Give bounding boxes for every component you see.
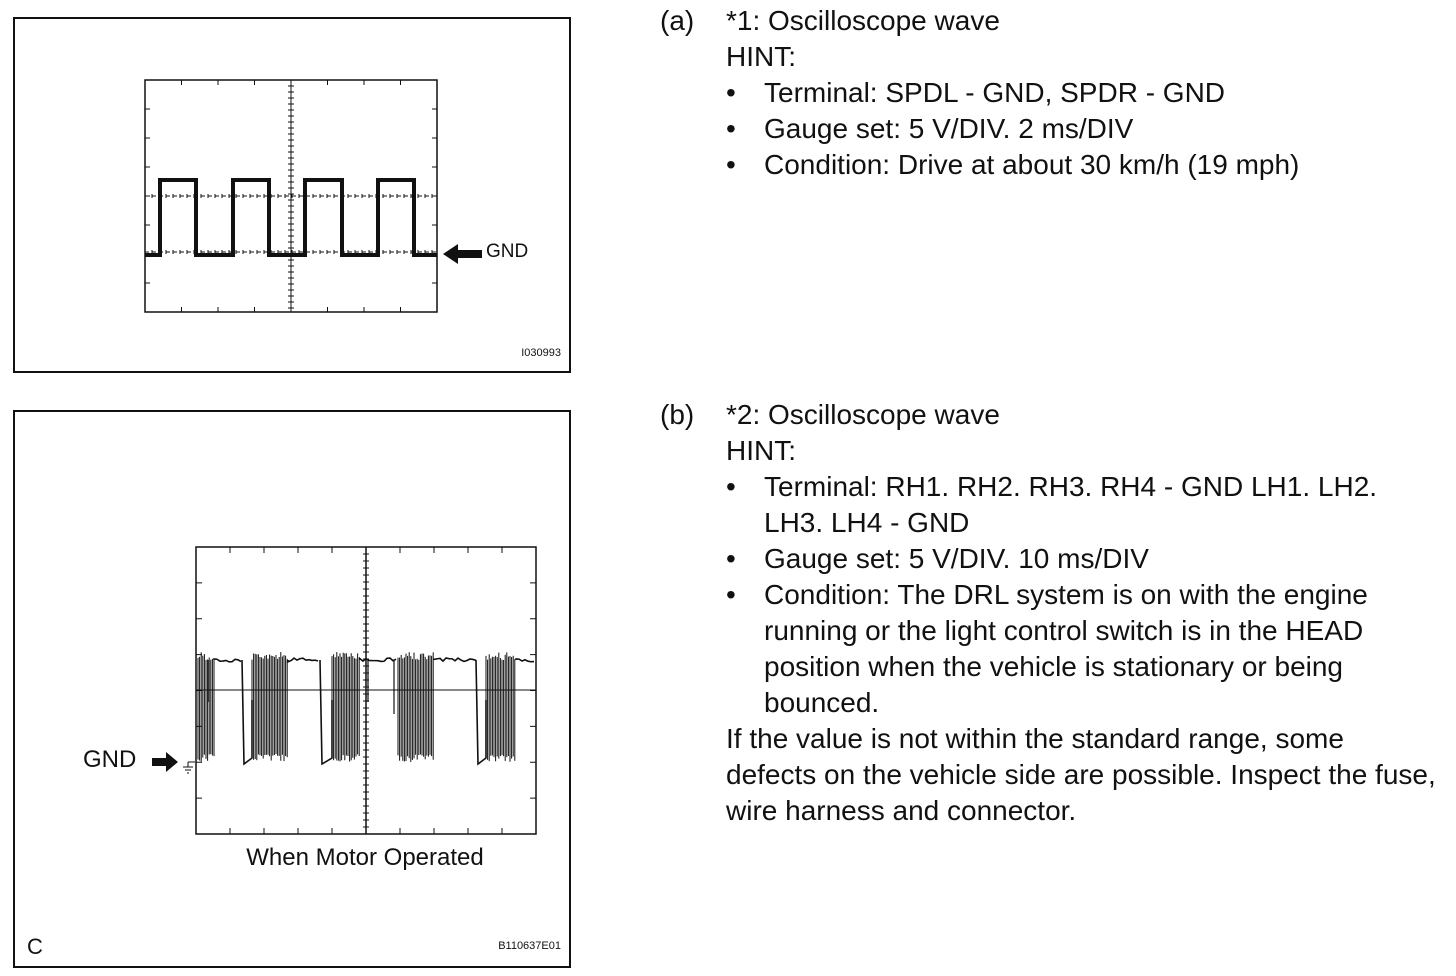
- figure-oscilloscope-b: [13, 410, 571, 968]
- step-a-hint: HINT:: [726, 41, 796, 72]
- ground-symbol-icon: [183, 762, 195, 773]
- list-item: • Gauge set: 5 V/DIV. 10 ms/DIV: [726, 543, 1149, 574]
- gnd-arrow-icon: [152, 752, 178, 772]
- figure-b-corner-letter: C: [27, 934, 43, 959]
- step-a-text: [660, 3, 1440, 183]
- step-b-list: [660, 469, 1440, 721]
- oscilloscope-b-graphic: [15, 412, 571, 968]
- oscilloscope-a-graphic: [15, 19, 571, 373]
- step-b-hint: HINT:: [726, 435, 796, 466]
- image-code-a: I030993: [521, 347, 561, 359]
- list-item: • Condition: Drive at about 30 km/h (19 mph): [726, 149, 1300, 180]
- step-b-text: [660, 397, 1440, 829]
- gnd-label-a: GND: [486, 241, 529, 262]
- step-b-note: If the value is not within the standard range, some defects on the vehicle side are possible. Inspect the fuse, wire harness and connector.: [726, 723, 1436, 826]
- step-b-heading: *2: Oscilloscope wave: [726, 399, 1000, 430]
- figure-oscilloscope-a: [13, 17, 571, 373]
- image-code-b: B110637E01: [498, 940, 561, 952]
- step-b-tag: (b): [660, 399, 695, 430]
- list-item: • Terminal: RH1. RH2. RH3. RH4 - GND LH1. LH2. LH3. LH4 - GND: [726, 471, 1378, 538]
- step-a-tag: (a): [660, 5, 695, 36]
- step-a-heading: *1: Oscilloscope wave: [726, 5, 1000, 36]
- list-item: • Gauge set: 5 V/DIV. 2 ms/DIV: [726, 113, 1134, 144]
- figure-b-caption: When Motor Operated: [246, 844, 484, 871]
- gnd-arrow-icon: [443, 244, 482, 264]
- step-a-list: [660, 75, 1440, 183]
- list-item: • Condition: The DRL system is on with the engine running or the light control switch is in the HEAD position when the vehicle is stationary or being bounced.: [726, 579, 1368, 718]
- gnd-label-b: GND: [83, 746, 137, 773]
- list-item: • Terminal: SPDL - GND, SPDR - GND: [726, 77, 1226, 108]
